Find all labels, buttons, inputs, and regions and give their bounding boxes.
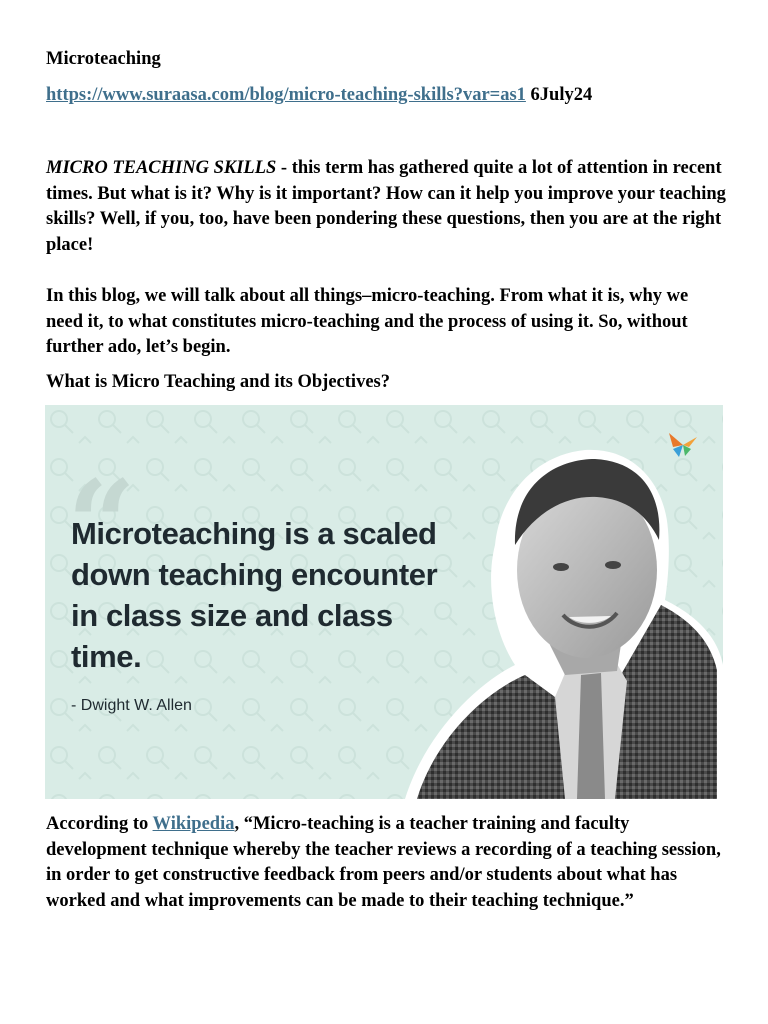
quote-mark-icon: “	[67, 454, 137, 595]
document-title: Microteaching	[46, 49, 161, 69]
blog-overview-paragraph: In this blog, we will talk about all things–micro-teaching. From what it is, why we need it, to what constitutes micro-teaching and the process of using it. So, without further ado, let’s begin.	[46, 286, 689, 357]
para3-text: , “Micro-teaching is a teacher training and faculty development technique whereby the teacher reviews a recording of a teaching session, in order to get constructive feedback from peers and/or students about what has worked and what improvements can be made to their teaching technique.”	[46, 814, 721, 911]
section-heading: What is Micro Teaching and its Objectives?	[46, 372, 390, 392]
wikipedia-paragraph	[46, 812, 726, 914]
quote-banner-image	[45, 405, 723, 799]
para3-prefix: According to	[46, 814, 153, 834]
banner-author: - Dwight W. Allen	[71, 697, 192, 714]
source-url-link[interactable]: https://www.suraasa.com/blog/micro-teaching-skills?var=as1	[46, 85, 526, 105]
intro-text: - this term has gathered quite a lot of attention in recent times. But what is it? Why is it important? How can it help you improve your teaching skills? Well, if you, too, have been pondering these questions, then you are at the right place!	[46, 158, 726, 255]
banner-quote: Microteaching is a scaled down teaching encounter in class size and class time.	[71, 516, 438, 674]
source-date: 6July24	[530, 85, 593, 105]
dwight-allen-portrait	[365, 435, 723, 799]
intro-paragraph	[46, 156, 726, 258]
wikipedia-link[interactable]: Wikipedia	[152, 814, 235, 834]
intro-italic-term: MICRO TEACHING SKILLS	[46, 158, 277, 178]
source-line	[46, 84, 592, 106]
